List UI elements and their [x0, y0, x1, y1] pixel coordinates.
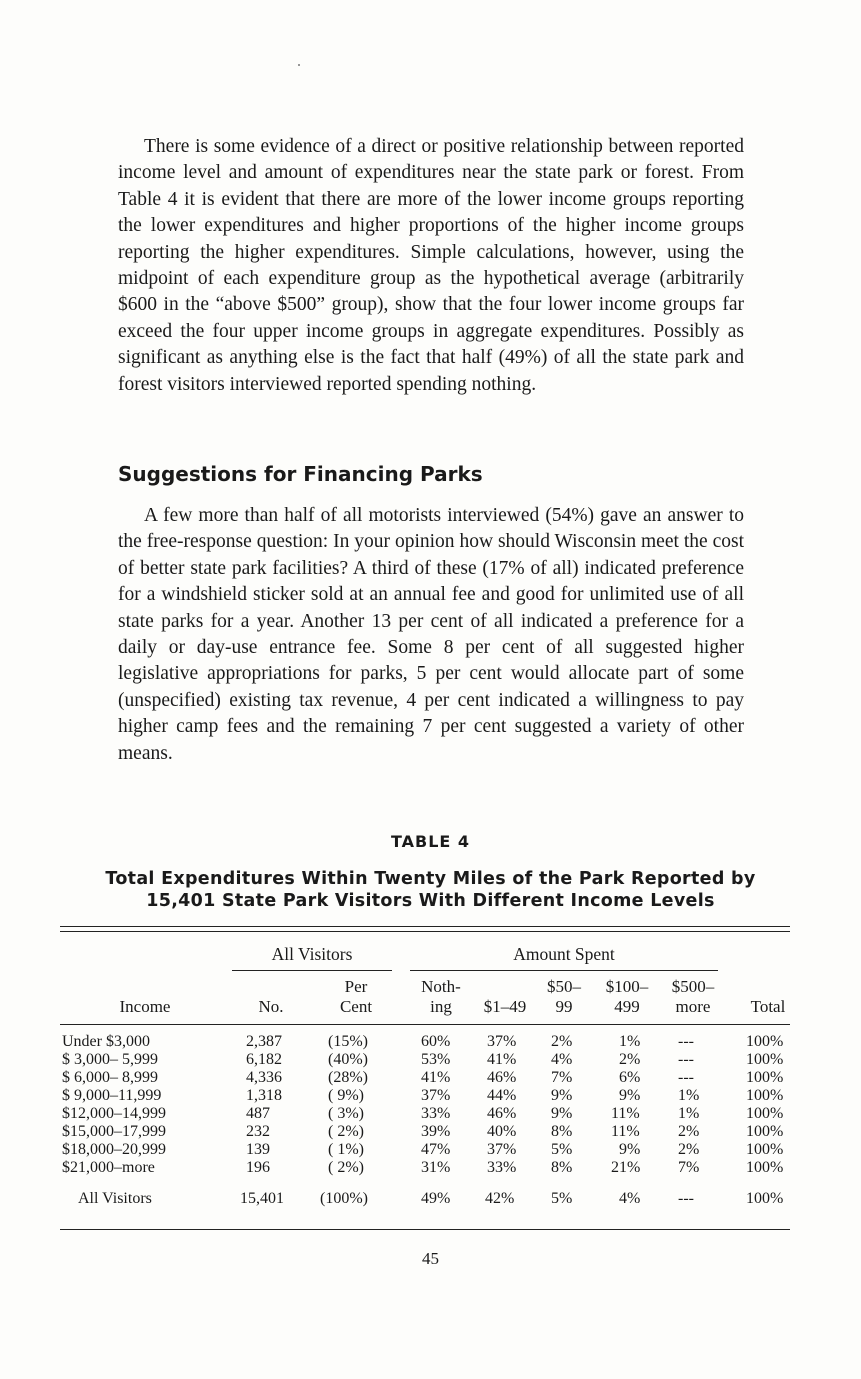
- cell-per-cent: (15%): [328, 1033, 368, 1050]
- cell-nothing: 33%: [421, 1105, 451, 1122]
- header-nothing: Noth- ing: [421, 977, 461, 1016]
- cell-income: Under $3,000: [62, 1033, 150, 1050]
- paragraph-income-relationship: There is some evidence of a direct or positive relationship between reported income level and amount of expenditures near the state park or forest. From Table 4 it is evident that there are more of the lower income groups reporting the lower expenditures and higher proportions of the higher income groups reporting the higher expenditures. Simple calculations, however, using the midpoint of each expenditure group as the hypothetical average (arbitrarily $600 in the “above $500” group), show that the four lower income groups far exceed the four upper income groups in aggregate expenditures. Possibly as significant as anything else is the fact that half (49%) of all the state park and forest visitors interviewed reported spending nothing.: [118, 136, 744, 395]
- cell-100-499: 11%: [611, 1123, 640, 1140]
- paragraph-financing-suggestions: A few more than half of all motorists interviewed (54%) gave an answer to the free-response question: In your opinion how should Wisconsin meet the cost of better state park facilities? A third of these (17% of all) indicated preference for a windshield sticker sold at an annual fee and good for unlimited use of all state parks for a year. Another 13 per cent of all indicated a preference for a daily or day-use entrance fee. Some 8 per cent of all suggested higher legislative appropriations for parks, 5 per cent would allocate part of some (unspecified) existing tax revenue, 4 per cent indicated a willingness to pay higher camp fees and the remaining 7 per cent suggested a variety of other means.: [118, 505, 744, 764]
- speck-mark: [298, 64, 300, 66]
- header-1-49: $1–49: [483, 997, 527, 1016]
- cell-nothing: 60%: [421, 1033, 451, 1050]
- table-top-rule: [60, 926, 790, 927]
- cell-no: 2,387: [246, 1033, 282, 1050]
- cell-nothing: 41%: [421, 1069, 451, 1086]
- cell-50-99: 7%: [551, 1069, 573, 1086]
- group-header-all-visitors: All Visitors: [271, 944, 353, 964]
- table-bottom-rule: [60, 1229, 790, 1230]
- cell-500-more: ---: [678, 1190, 694, 1207]
- cell-total: 100%: [746, 1190, 784, 1207]
- cell-1-49: 40%: [487, 1123, 517, 1140]
- cell-nothing: 47%: [421, 1141, 451, 1158]
- cell-per-cent: ( 3%): [328, 1105, 364, 1122]
- cell-1-49: 37%: [487, 1141, 517, 1158]
- table-title-line-1: Total Expenditures Within Twenty Miles of the Park Reported by: [105, 869, 756, 889]
- cell-income: $15,000–17,999: [62, 1123, 166, 1140]
- cell-50-99: 9%: [551, 1105, 573, 1122]
- header-per-cent: Per Cent: [339, 977, 373, 1016]
- cell-nothing: 53%: [421, 1051, 451, 1068]
- cell-500-more: 7%: [678, 1159, 700, 1176]
- cell-1-49: 37%: [487, 1033, 517, 1050]
- table-label: TABLE 4: [390, 832, 471, 851]
- group-line-amount-spent: [410, 970, 718, 971]
- cell-100-499: 9%: [619, 1087, 641, 1104]
- cell-total: 100%: [746, 1087, 784, 1104]
- cell-per-cent: (28%): [328, 1069, 368, 1086]
- cell-total: 100%: [746, 1123, 784, 1140]
- cell-100-499: 11%: [611, 1105, 640, 1122]
- cell-nothing: 37%: [421, 1087, 451, 1104]
- cell-nothing: 39%: [421, 1123, 451, 1140]
- page-number: 45: [422, 1249, 439, 1268]
- cell-50-99: 8%: [551, 1159, 573, 1176]
- cell-per-cent: ( 2%): [328, 1159, 364, 1176]
- cell-1-49: 42%: [485, 1190, 515, 1207]
- table-top-rule-double: [60, 931, 790, 932]
- cell-total: 100%: [746, 1105, 784, 1122]
- cell-100-499: 1%: [619, 1033, 641, 1050]
- cell-50-99: 4%: [551, 1051, 573, 1068]
- cell-total: 100%: [746, 1159, 784, 1176]
- cell-no: 487: [246, 1105, 270, 1122]
- cell-50-99: 2%: [551, 1033, 573, 1050]
- cell-500-more: ---: [678, 1033, 694, 1050]
- cell-1-49: 44%: [487, 1087, 517, 1104]
- cell-nothing: 31%: [421, 1159, 451, 1176]
- header-no: No.: [258, 997, 284, 1016]
- cell-1-49: 46%: [487, 1105, 517, 1122]
- cell-nothing: 49%: [421, 1190, 451, 1207]
- group-line-all-visitors: [232, 970, 392, 971]
- cell-no: 1,318: [246, 1087, 282, 1104]
- cell-500-more: 1%: [678, 1105, 700, 1122]
- cell-500-more: 1%: [678, 1087, 700, 1104]
- header-50-99: $50– 99: [547, 977, 581, 1016]
- cell-100-499: 4%: [619, 1190, 641, 1207]
- cell-income: $21,000–more: [62, 1159, 155, 1176]
- cell-1-49: 33%: [487, 1159, 517, 1176]
- cell-500-more: ---: [678, 1069, 694, 1086]
- table-title: [100, 868, 761, 912]
- cell-income: $ 6,000– 8,999: [62, 1069, 158, 1086]
- cell-income: $12,000–14,999: [62, 1105, 166, 1122]
- cell-income: $ 9,000–11,999: [62, 1087, 162, 1104]
- cell-no: 196: [246, 1159, 270, 1176]
- cell-no: 6,182: [246, 1051, 282, 1068]
- cell-per-cent: (40%): [328, 1051, 368, 1068]
- cell-total: 100%: [746, 1033, 784, 1050]
- cell-100-499: 9%: [619, 1141, 641, 1158]
- group-header-amount-spent: Amount Spent: [513, 944, 615, 964]
- header-total: Total: [750, 997, 786, 1016]
- section-heading: Suggestions for Financing Parks: [118, 462, 483, 486]
- cell-100-499: 2%: [619, 1051, 641, 1068]
- header-500-more: $500– more: [671, 977, 715, 1016]
- table-title-line-2: 15,401 State Park Visitors With Different Income Levels: [146, 891, 715, 911]
- cell-1-49: 41%: [487, 1051, 517, 1068]
- cell-per-cent: ( 9%): [328, 1087, 364, 1104]
- cell-income: $18,000–20,999: [62, 1141, 166, 1158]
- cell-50-99: 9%: [551, 1087, 573, 1104]
- cell-per-cent: ( 2%): [328, 1123, 364, 1140]
- cell-100-499: 21%: [611, 1159, 641, 1176]
- cell-500-more: 2%: [678, 1141, 700, 1158]
- cell-no: 15,401: [240, 1190, 284, 1207]
- cell-income: All Visitors: [78, 1190, 152, 1207]
- cell-50-99: 5%: [551, 1190, 573, 1207]
- cell-total: 100%: [746, 1069, 784, 1086]
- cell-50-99: 8%: [551, 1123, 573, 1140]
- cell-total: 100%: [746, 1051, 784, 1068]
- cell-no: 232: [246, 1123, 270, 1140]
- cell-100-499: 6%: [619, 1069, 641, 1086]
- header-100-499: $100– 499: [605, 977, 649, 1016]
- cell-no: 139: [246, 1141, 270, 1158]
- cell-total: 100%: [746, 1141, 784, 1158]
- cell-per-cent: (100%): [320, 1190, 368, 1207]
- header-income: Income: [119, 997, 171, 1016]
- cell-income: $ 3,000– 5,999: [62, 1051, 158, 1068]
- cell-1-49: 46%: [487, 1069, 517, 1086]
- cell-500-more: ---: [678, 1051, 694, 1068]
- cell-per-cent: ( 1%): [328, 1141, 364, 1158]
- cell-no: 4,336: [246, 1069, 282, 1086]
- cell-50-99: 5%: [551, 1141, 573, 1158]
- table-header-rule: [60, 1024, 790, 1025]
- cell-500-more: 2%: [678, 1123, 700, 1140]
